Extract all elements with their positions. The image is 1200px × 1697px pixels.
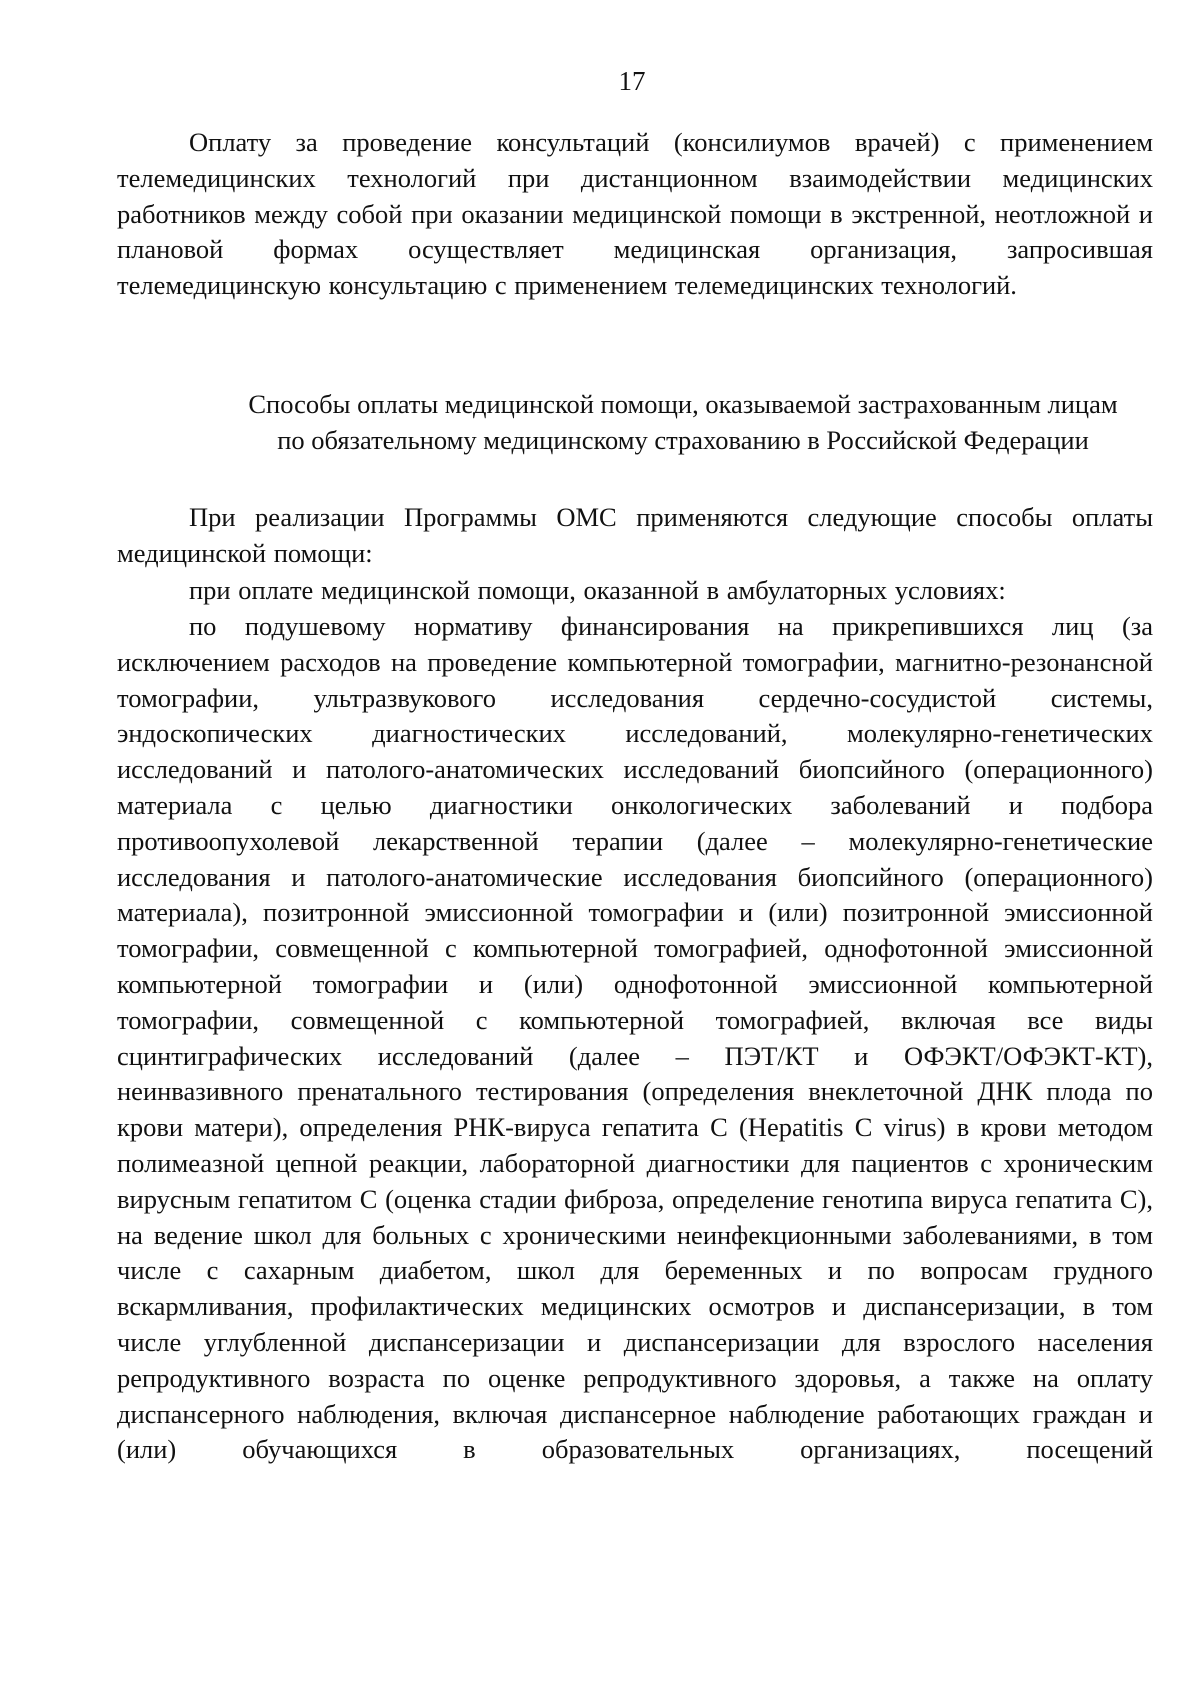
paragraph-text: Оплату за проведение консультаций (консилиумов врачей) с применением телемедицинских технологий при дистанционном взаимодействии медицинских работников между собой при оказании медицинской помощи в экстренной, неотложной и плановой формах осуществляет медицинская организация, запросившая телемедицинскую консультацию с применением телемедицинских технологий. <box>117 127 1153 301</box>
paragraph-telemedicine-payment <box>117 125 1153 304</box>
paragraph-per-capita-standard <box>117 609 1153 1468</box>
section-heading-line-1: Способы оплаты медицинской помощи, оказываемой застрахованным лицам <box>248 389 1118 419</box>
page-number: 17 <box>618 66 646 96</box>
paragraph-text: при оплате медицинской помощи, оказанной в амбулаторных условиях: <box>189 575 1006 605</box>
paragraph-payment-methods-intro <box>117 500 1153 572</box>
paragraph-outpatient-conditions <box>117 573 1153 609</box>
section-heading-line-2: по обязательному медицинскому страхованию в Российской Федерации <box>277 424 1089 455</box>
section-heading <box>117 387 1153 459</box>
paragraph-text: по подушевому нормативу финансирования на прикрепившихся лиц (за исключением расходов на проведение компьютерной томографии, магнитно-резонансной томографии, ультразвукового исследования сердечно-сосудистой системы, эндоскопических диагностических исследований, молекулярно-генетических исследований и патолого-анатомических исследований биопсийного (операционного) материала с целью диагностики онкологических заболеваний и подбора противоопухолевой лекарственной терапии (далее – молекулярно-генетические исследования и патолого-анатомические исследования биопсийного (операционного) материала), позитронной эмиссионной томографии и (или) позитронной эмиссионной томографии, совмещенной с компьютерной томографией, однофотонной эмиссионной компьютерной томографии и (или) однофотонной эмиссионной компьютерной томографии, совмещенной с компьютерной томографией, включая все виды сцинтиграфических исследований (далее – ПЭТ/КТ и ОФЭКТ/ОФЭКТ-КТ), неинвазивного пренатального тестирования (определения внеклеточной ДНК плода по крови матери), определения РНК-вируса гепатита С (Hepatitis C virus) в крови методом полимеазной цепной реакции, лабораторной диагностики для пациентов с хроническим вирусным гепатитом С (оценка стадии фиброза, определение генотипа вируса гепатита С), на ведение школ для больных с хроническими неинфекционными заболеваниями, в том числе с сахарным диабетом, школ для беременных и по вопросам грудного вскармливания, профилактических медицинских осмотров и диспансеризации, в том числе углубленной диспансеризации и диспансеризации для взрослого населения репродуктивного возраста по оценке репродуктивного здоровья, а также на оплату диспансерного наблюдения, включая диспансерное наблюдение работающих граждан и (или) обучающихся в образовательных организациях, посещений <box>117 611 1153 1465</box>
paragraph-text: При реализации Программы ОМС применяются следующие способы оплаты медицинской помощи: <box>117 502 1153 568</box>
